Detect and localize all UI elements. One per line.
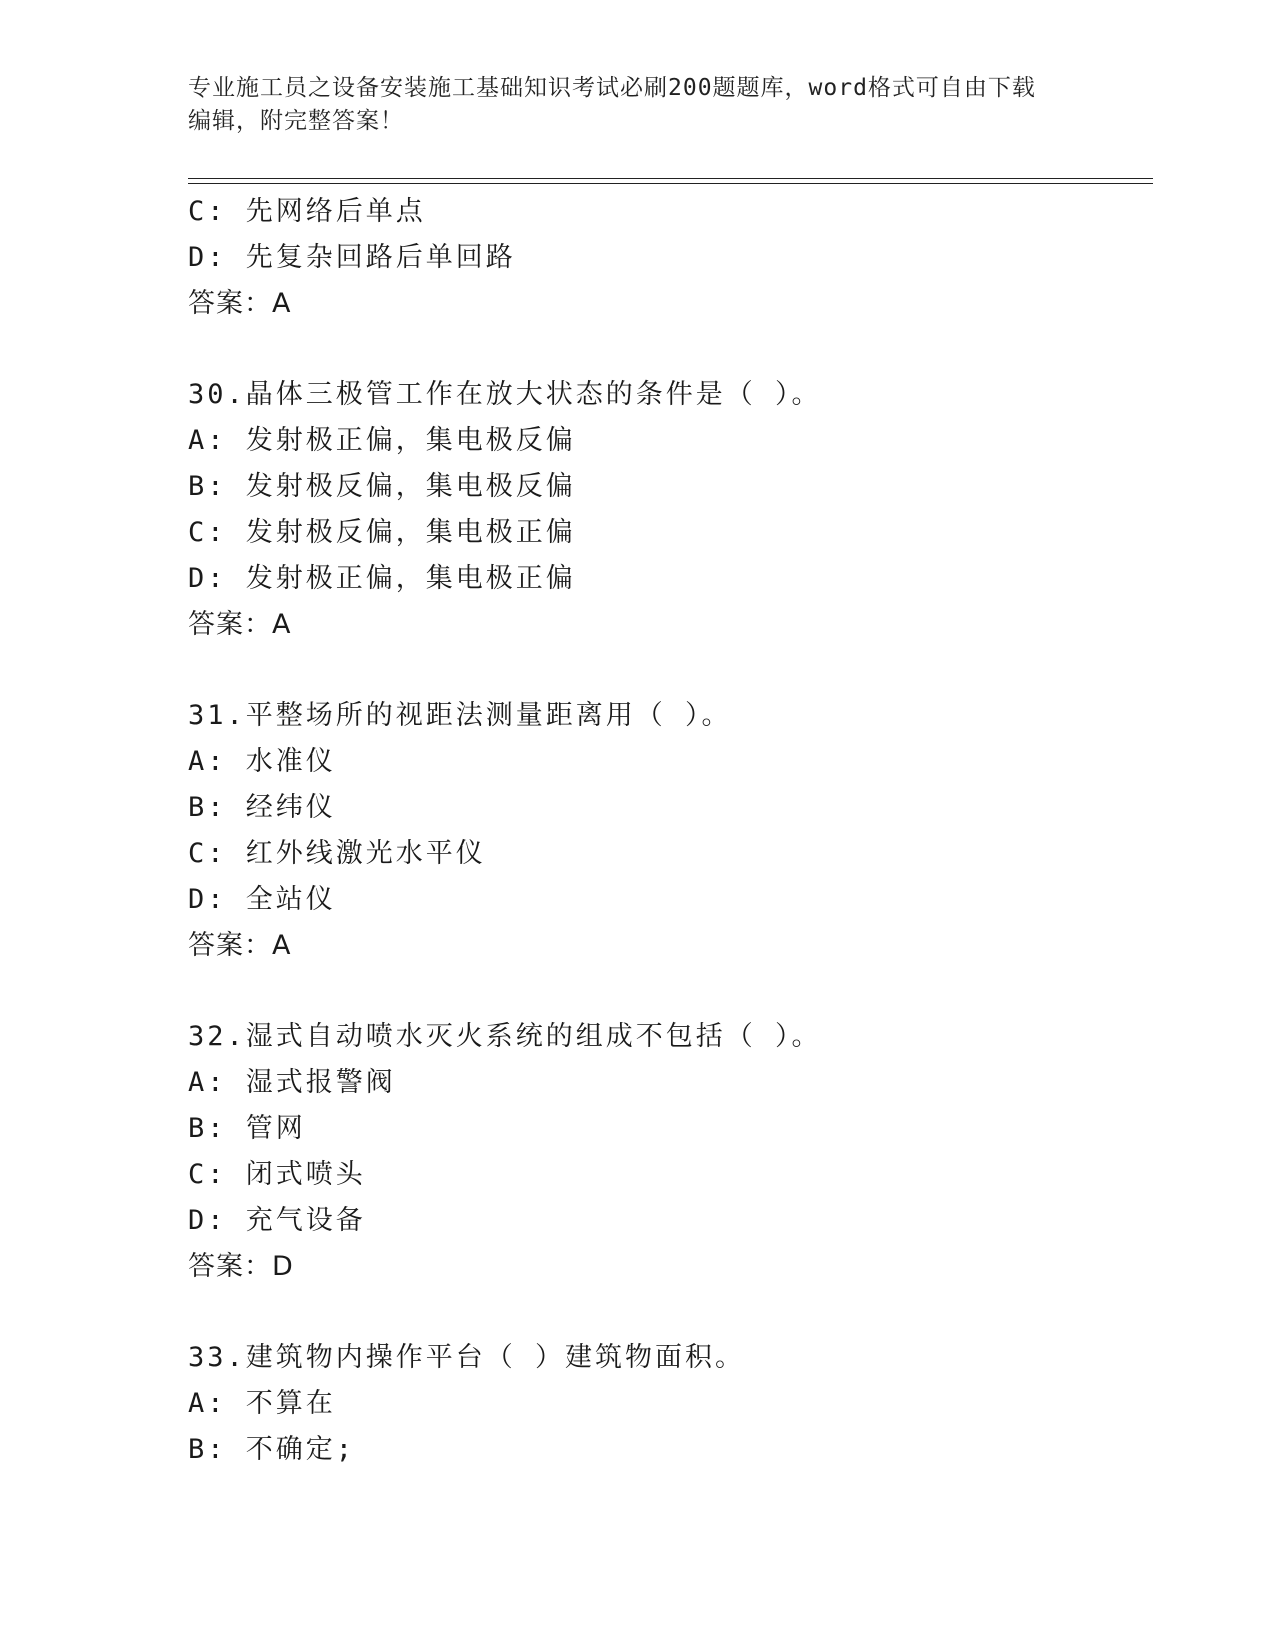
document-header (188, 72, 1088, 138)
question-list (188, 189, 1153, 1473)
q31-answer: 答案：A (188, 930, 292, 961)
q31-question: 31.平整场所的视距法测量距离用（ ）。 (188, 700, 732, 731)
q30-question: 30.晶体三极管工作在放大状态的条件是（ ）。 (188, 379, 822, 410)
q30-option-b: B: 发射极反偏，集电极反偏 (188, 471, 576, 502)
q31-option-d: D: 全站仪 (188, 884, 336, 915)
q32-option-a: A: 湿式报警阀 (188, 1067, 396, 1098)
q29-answer: 答案：A (188, 288, 292, 319)
spacer (188, 1290, 1153, 1335)
spacer (188, 327, 1153, 372)
q30-option-a: A: 发射极正偏，集电极反偏 (188, 425, 576, 456)
q29-option-c: C: 先网络后单点 (188, 196, 426, 227)
q29-option-d: D: 先复杂回路后单回路 (188, 242, 516, 273)
header-divider-bottom (188, 183, 1153, 184)
q31-option-c: C: 红外线激光水平仪 (188, 838, 486, 869)
spacer (188, 648, 1153, 693)
q32-option-c: C: 闭式喷头 (188, 1159, 366, 1190)
q33-option-b: B: 不确定; (188, 1434, 356, 1465)
q30-option-c: C: 发射极反偏，集电极正偏 (188, 517, 576, 548)
header-title-line2: 编辑，附完整答案！ (188, 108, 404, 134)
q31-option-b: B: 经纬仪 (188, 792, 336, 823)
q30-option-d: D: 发射极正偏，集电极正偏 (188, 563, 576, 594)
q31-option-a: A: 水准仪 (188, 746, 336, 777)
q32-option-d: D: 充气设备 (188, 1205, 366, 1236)
header-title-line1: 专业施工员之设备安装施工基础知识考试必刷200题题库，word格式可自由下载 (188, 75, 1036, 101)
q32-question: 32.湿式自动喷水灭火系统的组成不包括（ ）。 (188, 1021, 822, 1052)
q33-option-a: A: 不算在 (188, 1388, 336, 1419)
spacer (188, 969, 1153, 1014)
q32-answer: 答案：D (188, 1251, 294, 1282)
header-divider-top (188, 178, 1153, 179)
q30-answer: 答案：A (188, 609, 292, 640)
q33-question: 33.建筑物内操作平台（ ）建筑物面积。 (188, 1342, 746, 1373)
q32-option-b: B: 管网 (188, 1113, 306, 1144)
